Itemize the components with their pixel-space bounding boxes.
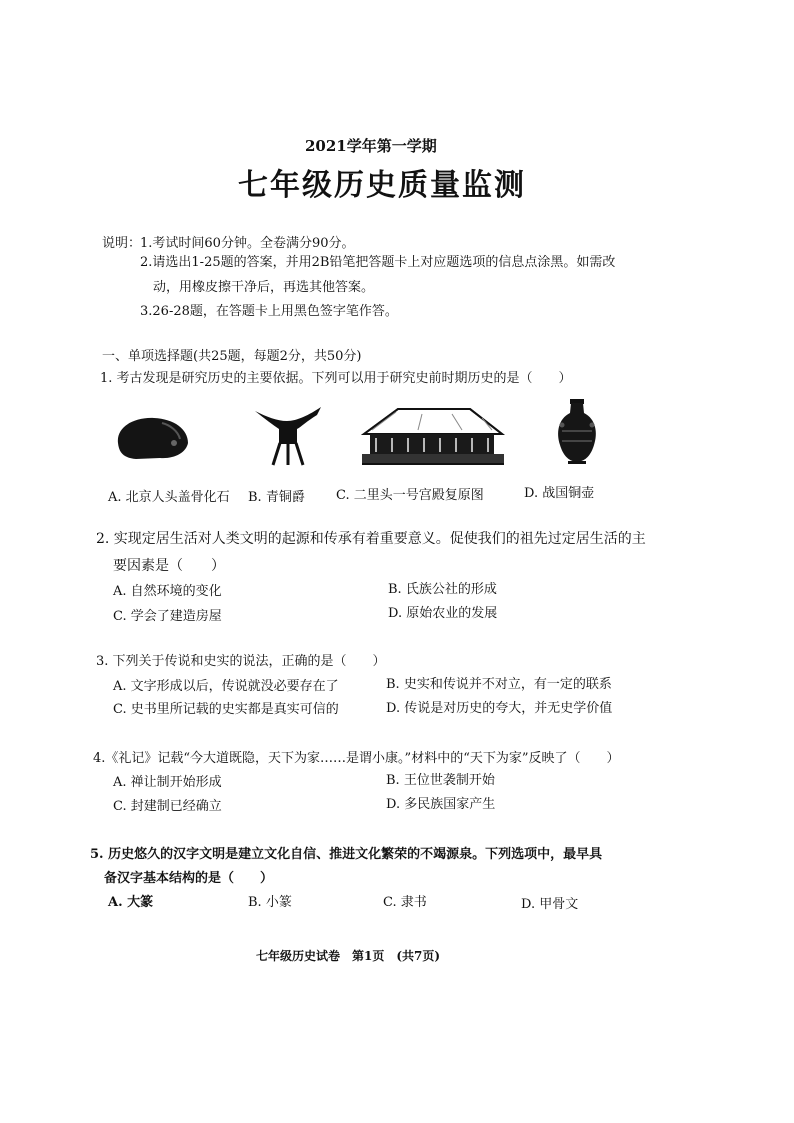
question-2-stem-line-1: 2. 实现定居生活对人类文明的起源和传承有着重要意义。促使我们的祖先过定居生活的主 <box>96 531 646 547</box>
question-5-option-d: D. 甲骨文 <box>521 897 579 912</box>
exam-term: 2021学年第一学期 <box>305 137 437 155</box>
question-5-option-b: B. 小篆 <box>248 895 292 910</box>
section-title: 一、单项选择题(共25题，每题2分，共50分) <box>102 349 362 364</box>
question-3-option-a: A. 文字形成以后，传说就没必要存在了 <box>113 679 339 694</box>
question-1-option-d: D. 战国铜壶 <box>524 486 595 501</box>
question-2-option-a: A. 自然环境的变化 <box>113 584 222 599</box>
question-2-option-d: D. 原始农业的发展 <box>388 606 498 621</box>
instructions-label: 说明： <box>102 236 142 251</box>
question-3-stem: 3. 下列关于传说和史实的说法，正确的是（ ） <box>96 654 386 669</box>
question-5-stem-line-2: 备汉字基本结构的是（ ） <box>104 871 274 886</box>
question-2-stem-line-2: 要因素是（ ） <box>113 558 225 574</box>
question-5-stem-line-1: 5. 历史悠久的汉字文明是建立文化自信、推进文化繁荣的不竭源泉。下列选项中，最早具 <box>90 847 603 862</box>
palace-reconstruction-image <box>362 406 504 468</box>
instruction-line-2b: 动，用橡皮擦干净后，再选其他答案。 <box>153 280 375 295</box>
question-5-option-a: A. 大篆 <box>108 895 154 910</box>
question-1-option-a: A. 北京人头盖骨化石 <box>108 490 230 505</box>
question-4-stem: 4.《礼记》记载“今大道既隐，天下为家……是谓小康。”材料中的“天下为家”反映了（ ） <box>93 751 620 766</box>
bronze-pot-image <box>556 397 598 465</box>
question-4-option-b: B. 王位世袭制开始 <box>386 773 495 788</box>
page-footer: 七年级历史试卷 第1页 (共7页) <box>256 949 441 963</box>
page-title: 七年级历史质量监测 <box>238 168 526 203</box>
question-4-option-a: A. 禅让制开始形成 <box>113 775 222 790</box>
question-3-option-b: B. 史实和传说并不对立，有一定的联系 <box>386 677 612 692</box>
instruction-line-3: 3.26-28题，在答题卡上用黑色签字笔作答。 <box>140 304 398 319</box>
question-3-option-d: D. 传说是对历史的夸大，并无史学价值 <box>386 701 613 716</box>
question-4-option-d: D. 多民族国家产生 <box>386 797 496 812</box>
skull-image <box>112 413 192 463</box>
instruction-line-1: 1.考试时间60分钟。全卷满分90分。 <box>140 236 355 251</box>
question-2-option-b: B. 氏族公社的形成 <box>388 582 497 597</box>
bronze-jue-image <box>253 405 323 467</box>
question-1-stem: 1. 考古发现是研究历史的主要依据。下列可以用于研究史前时期历史的是（ ） <box>100 371 572 386</box>
question-1-option-b: B. 青铜爵 <box>248 490 305 505</box>
instruction-line-2a: 2.请选出1-25题的答案，并用2B铅笔把答题卡上对应题选项的信息点涂黑。如需改 <box>140 255 616 270</box>
question-3-option-c: C. 史书里所记载的史实都是真实可信的 <box>113 702 339 717</box>
question-4-option-c: C. 封建制已经确立 <box>113 799 222 814</box>
question-5-option-c: C. 隶书 <box>383 895 427 910</box>
question-1-option-c: C. 二里头一号宫殿复原图 <box>336 488 484 503</box>
question-2-option-c: C. 学会了建造房屋 <box>113 609 222 624</box>
